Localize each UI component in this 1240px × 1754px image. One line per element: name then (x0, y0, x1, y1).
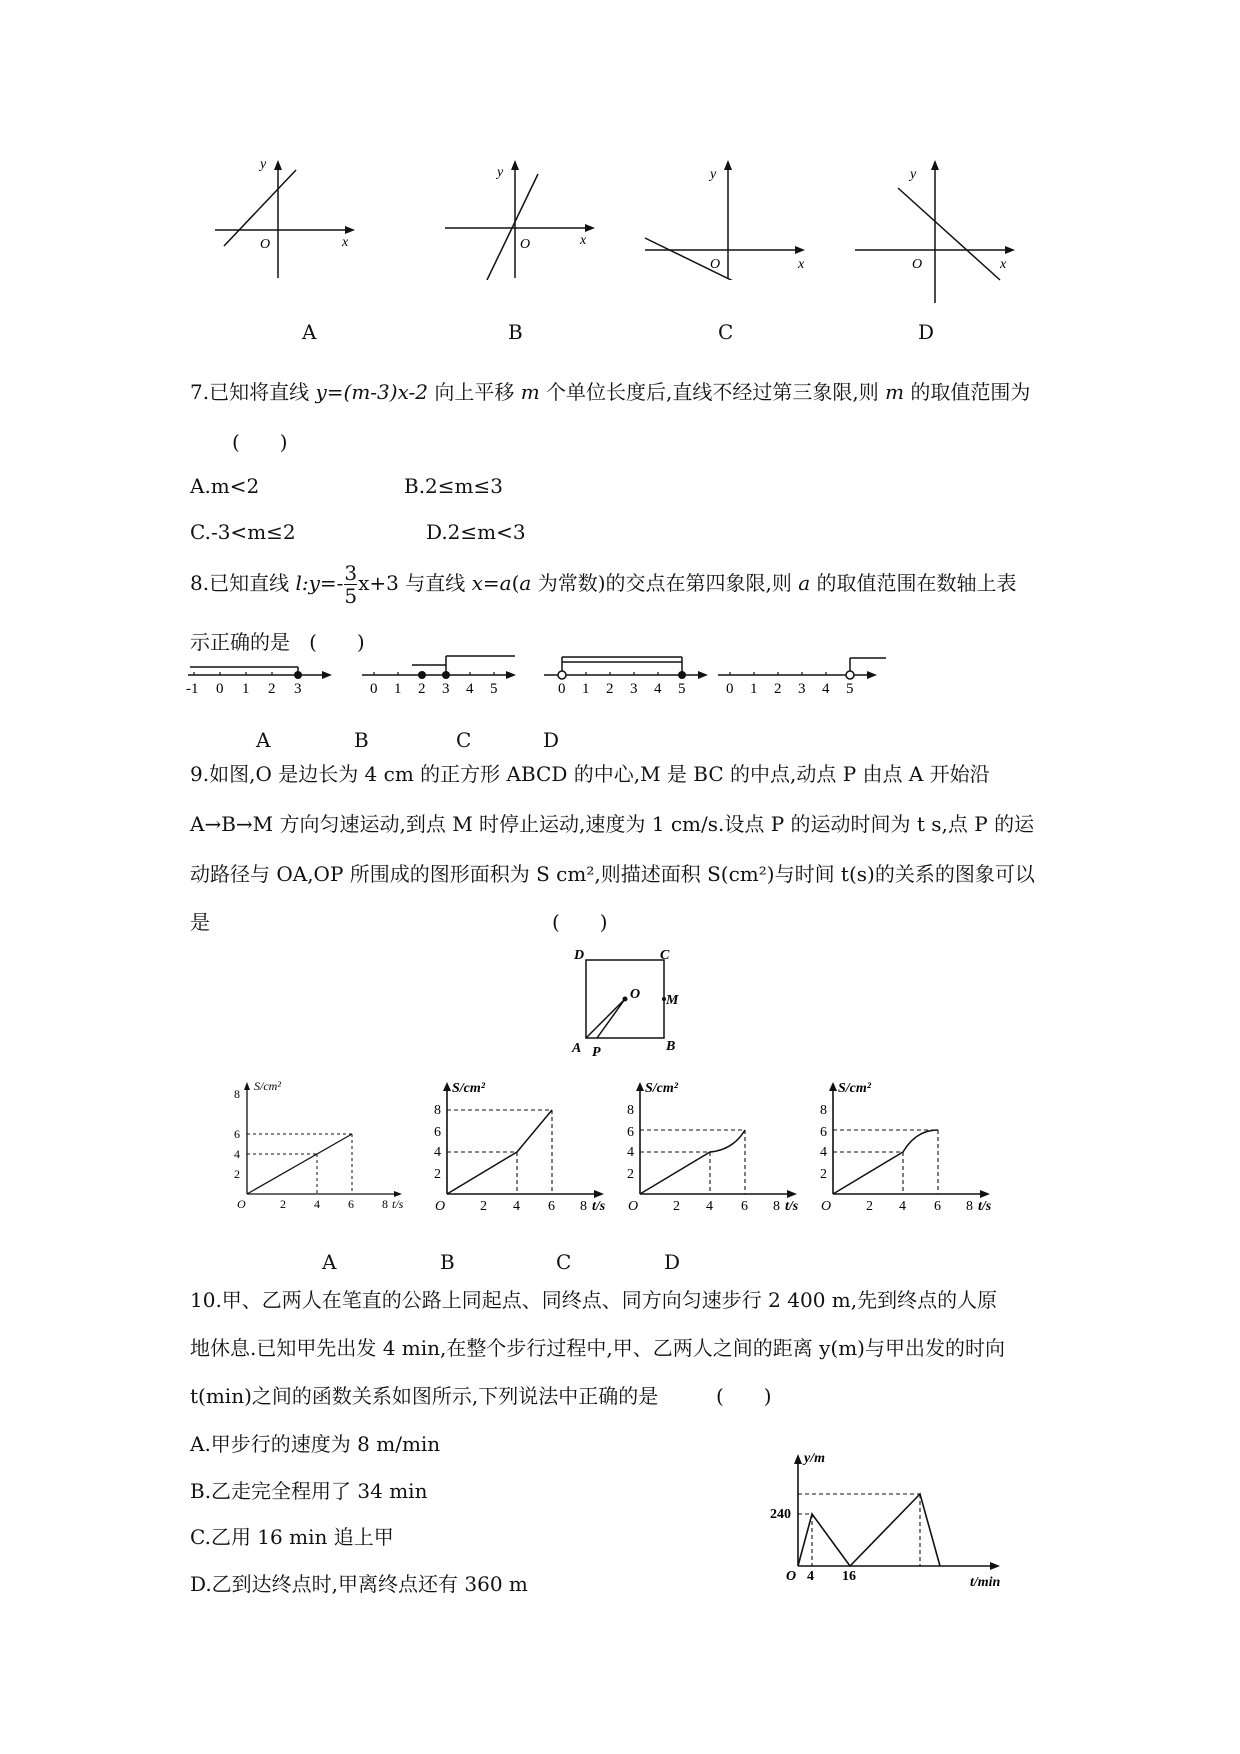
svg-text:O: O (786, 1569, 797, 1584)
svg-text:B: B (666, 1039, 676, 1054)
svg-text:4: 4 (513, 1199, 520, 1213)
q6-option-C[interactable]: C (718, 320, 734, 344)
q7-stem: 7.已知将直线 y=(m-3)x-2 向上平移 m 个单位长度后,直线不经过第三象限,则 m 的取值范围为 (190, 380, 1031, 404)
svg-text:4: 4 (466, 681, 474, 697)
svg-text:4: 4 (820, 1145, 827, 1160)
q8-stem: 8.已知直线 l:y=- $\frac{3}{5}$ x+3 与直线 x=a(a 为常数)的交点在第四象限,则 a 的取值范围在数轴上表 (190, 561, 1017, 608)
q7-option-A[interactable]: A.m<2 (190, 474, 260, 498)
origin-label: O (710, 257, 721, 272)
svg-text:3: 3 (294, 681, 302, 697)
svg-text:t/s: t/s (785, 1199, 799, 1213)
svg-text:1: 1 (394, 681, 402, 697)
y-axis-label: y (710, 167, 717, 182)
x-axis-label: x (342, 235, 349, 250)
origin-label: O (260, 237, 271, 252)
svg-text:8: 8 (966, 1199, 973, 1213)
svg-text:S/cm²: S/cm² (838, 1081, 871, 1096)
x-axis-label: x (798, 257, 805, 272)
q9-option-B[interactable]: B (440, 1250, 455, 1274)
svg-text:8: 8 (773, 1199, 780, 1213)
svg-text:S/cm²: S/cm² (645, 1081, 678, 1096)
svg-text:S/cm²: S/cm² (254, 1079, 281, 1093)
svg-text:0: 0 (726, 681, 734, 697)
svg-text:2: 2 (866, 1199, 873, 1213)
svg-text:t/s: t/s (978, 1199, 992, 1213)
svg-text:M: M (666, 993, 679, 1008)
svg-text:5: 5 (846, 681, 854, 697)
svg-text:4: 4 (314, 1197, 320, 1211)
q10-graph (760, 1448, 1020, 1593)
origin-label: O (520, 237, 531, 252)
q10-stem-line3: t(min)之间的函数关系如图所示,下列说法中正确的是 (190, 1384, 659, 1408)
svg-text:6: 6 (348, 1197, 354, 1211)
svg-text:0: 0 (216, 681, 224, 697)
q6-graph-C (640, 160, 810, 280)
q7-option-C[interactable]: C.-3<m≤2 (190, 520, 296, 544)
svg-text:O: O (237, 1197, 246, 1211)
q8-numberline-D (716, 650, 891, 697)
svg-text:5: 5 (490, 681, 498, 697)
x-axis-label: x (1000, 257, 1007, 272)
svg-text:1: 1 (750, 681, 758, 697)
q9-graph-B (432, 1078, 612, 1213)
svg-text:0: 0 (370, 681, 378, 697)
svg-text:4: 4 (434, 1145, 441, 1160)
svg-text:t/s: t/s (592, 1199, 606, 1213)
q9-graph-A (232, 1078, 412, 1213)
q8-option-C[interactable]: C (456, 728, 472, 752)
svg-text:8: 8 (382, 1197, 388, 1211)
svg-text:3: 3 (798, 681, 806, 697)
svg-text:8: 8 (580, 1199, 587, 1213)
svg-text:t/min: t/min (970, 1575, 1001, 1590)
y-axis-label: y (260, 160, 267, 172)
svg-text:2: 2 (234, 1167, 240, 1181)
q10-option-D[interactable]: D.乙到达终点时,甲离终点还有 360 m (190, 1572, 528, 1596)
q7-option-B[interactable]: B.2≤m≤3 (404, 474, 503, 498)
q9-answer-paren: ( ) (552, 910, 608, 934)
origin-label: O (912, 257, 923, 272)
svg-text:8: 8 (234, 1087, 240, 1101)
svg-text:y/m: y/m (804, 1451, 825, 1466)
q6-option-D[interactable]: D (918, 320, 935, 344)
x-axis-label: x (580, 233, 587, 248)
q7-answer-paren: ( ) (232, 430, 288, 454)
svg-text:16: 16 (842, 1569, 856, 1584)
q7-option-D[interactable]: D.2≤m<3 (426, 520, 526, 544)
svg-text:O: O (821, 1199, 832, 1213)
svg-text:5: 5 (678, 681, 686, 697)
svg-text:4: 4 (807, 1569, 814, 1584)
q9-stem-line1: 9.如图,O 是边长为 4 cm 的正方形 ABCD 的中心,M 是 BC 的中点,动点 P 由点 A 开始沿 (190, 762, 990, 786)
svg-text:4: 4 (706, 1199, 713, 1213)
svg-text:4: 4 (627, 1145, 634, 1160)
q10-option-A[interactable]: A.甲步行的速度为 8 m/min (190, 1432, 441, 1456)
svg-text:O: O (628, 1199, 639, 1213)
svg-text:8: 8 (627, 1103, 634, 1118)
svg-text:A: A (572, 1041, 582, 1056)
q9-stem-line4: 是 (190, 910, 210, 934)
svg-text:0: 0 (558, 681, 566, 697)
svg-text:6: 6 (820, 1125, 827, 1140)
svg-text:P: P (592, 1045, 601, 1058)
svg-text:t/s: t/s (392, 1197, 404, 1211)
svg-text:6: 6 (434, 1125, 441, 1140)
svg-text:C: C (660, 948, 670, 963)
svg-text:3: 3 (442, 681, 450, 697)
q9-option-C[interactable]: C (556, 1250, 572, 1274)
svg-text:2: 2 (606, 681, 614, 697)
q10-stem-line1: 10.甲、乙两人在笔直的公路上同起点、同终点、同方向匀速步行 2 400 m,先到终点的人原 (190, 1288, 998, 1312)
svg-text:6: 6 (627, 1125, 634, 1140)
q9-graph-D (818, 1078, 1008, 1213)
svg-text:-1: -1 (186, 681, 199, 697)
svg-text:4: 4 (654, 681, 662, 697)
q9-option-D[interactable]: D (664, 1250, 681, 1274)
svg-text:6: 6 (741, 1199, 748, 1213)
svg-text:2: 2 (673, 1199, 680, 1213)
svg-text:S/cm²: S/cm² (452, 1081, 485, 1096)
q10-answer-paren: ( ) (716, 1384, 772, 1408)
svg-text:2: 2 (627, 1167, 634, 1182)
q8-numberline-A (186, 655, 336, 697)
q10-option-C[interactable]: C.乙用 16 min 追上甲 (190, 1525, 394, 1549)
svg-text:4: 4 (899, 1199, 906, 1213)
q9-stem-line3: 动路径与 OA,OP 所围成的图形面积为 S cm²,则描述面积 S(cm²)与时间 t(s)的关系的图象可以 (190, 862, 1035, 886)
svg-text:2: 2 (418, 681, 426, 697)
svg-text:2: 2 (434, 1167, 441, 1182)
svg-text:4: 4 (234, 1147, 240, 1161)
svg-text:4: 4 (822, 681, 830, 697)
q8-numberline-B (360, 650, 520, 697)
svg-text:6: 6 (548, 1199, 555, 1213)
q8-numberline-C (542, 650, 712, 697)
svg-text:O: O (630, 987, 641, 1002)
q9-square-figure (570, 948, 685, 1058)
svg-text:2: 2 (820, 1167, 827, 1182)
q10-stem-line2: 地休息.已知甲先出发 4 min,在整个步行过程中,甲、乙两人之间的距离 y(m)与甲出发的时向 (190, 1336, 1005, 1360)
q8-option-B[interactable]: B (354, 728, 369, 752)
q10-option-B[interactable]: B.乙走完全程用了 34 min (190, 1479, 428, 1503)
y-axis-label: y (497, 165, 504, 180)
q6-graph-B (440, 160, 600, 280)
svg-text:2: 2 (480, 1199, 487, 1213)
svg-text:2: 2 (280, 1197, 286, 1211)
svg-text:D: D (574, 948, 585, 963)
q6-option-B[interactable]: B (508, 320, 523, 344)
svg-text:240: 240 (770, 1507, 791, 1522)
svg-text:2: 2 (268, 681, 276, 697)
q6-option-A[interactable]: A (302, 320, 317, 344)
svg-text:O: O (435, 1199, 446, 1213)
q8-option-D[interactable]: D (543, 728, 560, 752)
q8-stem-line2: 示正确的是 ( ) (190, 630, 365, 654)
y-axis-label: y (910, 167, 917, 182)
svg-text:1: 1 (582, 681, 590, 697)
q9-stem-line2: A→B→M 方向匀速运动,到点 M 时停止运动,速度为 1 cm/s.设点 P 的运动时间为 t s,点 P 的运 (190, 812, 1035, 836)
svg-text:8: 8 (434, 1103, 441, 1118)
q8-option-A[interactable]: A (256, 728, 271, 752)
svg-text:2: 2 (774, 681, 782, 697)
q9-graph-C (625, 1078, 805, 1213)
svg-text:6: 6 (934, 1199, 941, 1213)
svg-text:3: 3 (630, 681, 638, 697)
q6-graph-A (210, 160, 360, 280)
svg-text:6: 6 (234, 1127, 240, 1141)
q6-graph-D (850, 160, 1020, 305)
q9-option-A[interactable]: A (322, 1250, 337, 1274)
svg-text:1: 1 (242, 681, 250, 697)
fraction: $\frac{3}{5}$ (344, 561, 358, 608)
svg-text:8: 8 (820, 1103, 827, 1118)
